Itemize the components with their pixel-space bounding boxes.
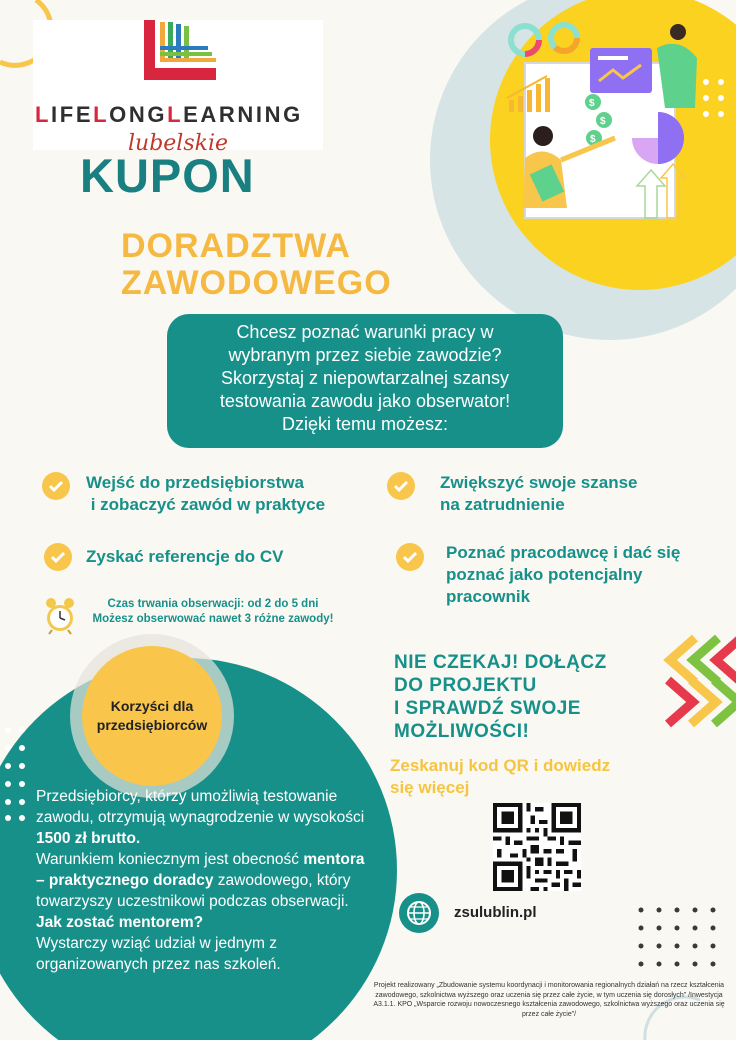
check-icon: [44, 543, 72, 571]
call-to-action: [394, 651, 644, 743]
lifelong-learning-logo-icon: [140, 18, 220, 88]
project-footnote: Projekt realizowany „Zbudowanie systemu koordynacji i monitorowania regionalnych działań na rzecz kształcenia zawodowego, szkolnictwa wyższego oraz uczenia się przez całe życie, w tym uczenia się dorosłych” /Inwestycja A3.1.1. KPO „Wsparcie rozwoju nowoczesnego kształcenia zawodowego, szkolnictwa wyższego oraz uczenia się przez całe życie”/: [373, 982, 725, 1018]
observation-duration: [78, 597, 348, 627]
benefit-item: [440, 472, 710, 516]
business-analytics-illustration: [495, 18, 700, 223]
page-subtitle: [121, 228, 481, 302]
logo-wordmark: [35, 102, 325, 128]
employers-heading-line: przedsiębiorców: [96, 717, 208, 733]
benefit-line: na zatrudnienie: [440, 495, 565, 514]
check-icon: [396, 543, 424, 571]
duration-line: Czas trwania obserwacji: od 2 do 5 dni: [107, 598, 319, 610]
qr-instructions: [390, 755, 650, 799]
dot-grid-bottom-right: [639, 908, 716, 967]
employers-text: Przedsiębiorcy, którzy umożliwią testowanie zawodu, otrzymują wynagrodzenie w wysokości: [36, 788, 365, 826]
benefit-item: [86, 472, 376, 516]
employers-salary: 1500 zł brutto.: [36, 830, 141, 847]
globe-icon: [399, 893, 439, 933]
employers-heading-line: Korzyści dla: [110, 698, 194, 714]
duration-line: Możesz obserwować nawet 3 różne zawody!: [92, 613, 334, 625]
subtitle-line: ZAWODOWEGO: [121, 264, 392, 302]
intro-line: Dzięki temu możesz:: [281, 414, 449, 434]
svg-text:$: $: [589, 98, 595, 109]
intro-line: Chcesz poznać warunki pracy w: [236, 322, 494, 342]
cta-line: MOŻLIWOŚCI!: [394, 721, 530, 742]
logo-wordmark-text: LIFELONGLEARNING: [35, 102, 303, 127]
intro-line: wybranym przez siebie zawodzie?: [228, 345, 502, 365]
employers-text: zawodowego, który towarzyszy uczestnikowi podczas obserwacji.: [36, 872, 351, 910]
chevron-arrows-icon: [668, 638, 736, 724]
employers-description: [36, 786, 376, 975]
svg-text:$: $: [590, 134, 596, 145]
website-link[interactable]: zsulublin.pl: [454, 904, 537, 921]
intro-box: [167, 314, 563, 448]
page-title: KUPON: [80, 149, 255, 202]
cta-line: DO PROJEKTU: [394, 675, 537, 696]
employers-heading-badge: [82, 646, 222, 786]
subtitle-line: DORADZTWA: [121, 227, 351, 265]
benefit-line: Wejść do przedsiębiorstwa: [86, 473, 304, 492]
benefit-line: pracownik: [446, 587, 531, 606]
alarm-clock-icon: [44, 597, 76, 635]
svg-text:$: $: [600, 116, 606, 127]
employers-text: Wystarczy wziąć udział w jednym z organizowanych przez nas szkoleń.: [36, 935, 281, 973]
check-icon: [42, 472, 70, 500]
check-icon: [387, 472, 415, 500]
intro-line: Skorzystaj z niepowtarzalnej szansy: [220, 368, 510, 388]
cta-line: I SPRAWDŹ SWOJE: [394, 698, 581, 719]
benefit-line: Zyskać referencje do CV: [86, 547, 284, 566]
benefit-item: [446, 542, 716, 608]
benefit-line: Zwiększyć swoje szanse: [440, 473, 638, 492]
benefit-line: i zobaczyć zawód w praktyce: [86, 495, 326, 514]
qr-code[interactable]: [493, 803, 581, 891]
mentor-question: Jak zostać mentorem?: [36, 914, 204, 931]
intro-line: testowania zawodu jako obserwator!: [219, 391, 511, 411]
cta-line: NIE CZEKAJ! DOŁĄCZ: [394, 652, 607, 673]
qr-line: się więcej: [390, 778, 470, 797]
employers-text: Warunkiem koniecznym jest obecność: [36, 851, 304, 868]
qr-line: Zeskanuj kod QR i dowiedz: [390, 756, 611, 775]
benefit-line: Poznać pracodawcę i dać się: [446, 543, 681, 562]
employers-mentor: mentora – praktycznego doradcy: [36, 851, 365, 889]
benefit-line: poznać jako potencjalny: [446, 565, 643, 584]
logo-script-text: lubelskie: [128, 131, 229, 151]
benefit-item: [86, 546, 376, 568]
